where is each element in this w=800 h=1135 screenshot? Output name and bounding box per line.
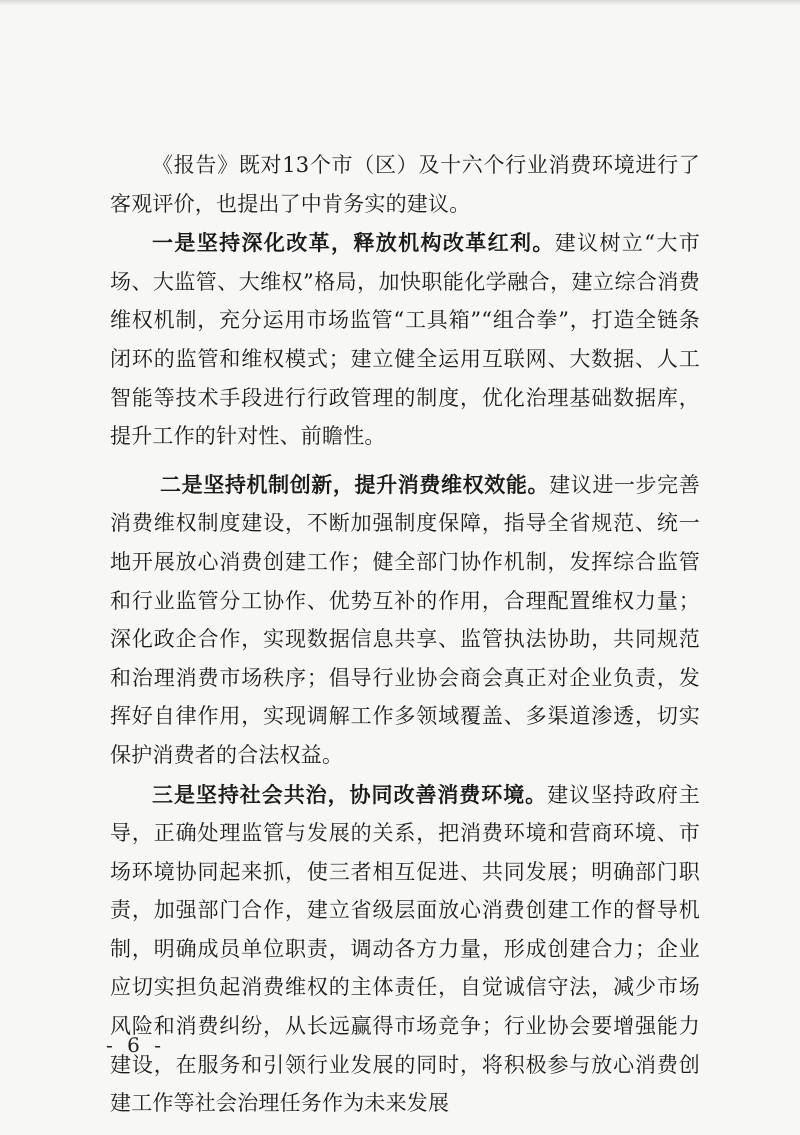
paragraph-governance [110,776,700,1123]
page-edge [0,0,800,6]
page-number: - 6 - [106,1033,165,1057]
paragraph-reform [110,224,700,456]
paragraph-body: 建议坚持政府主导，正确处理监管与发展的关系，把消费环境和营商环境、市场环境协同起来抓，使三者相互促进、共同发展；明确部门职责，加强部门合作，建立省级层面放心消费创建工作的督导机制，明确成员单位职责，调动各方力量，形成创建合力；企业应切实担负起消费维权的主体责任，自觉诚信守法，减少市场风险和消费纠纷，从长远赢得市场竞争；行业协会要增强能力建设，在服务和引领行业发展的同时，将积极参与放心消费创建工作等社会治理任务作为未来发展 [110,782,700,1116]
paragraph-lead: 二是坚持机制创新，提升消费维权效能。 [160,472,550,497]
paragraph-body: 《报告》既对13个市（区）及十六个行业消费环境进行了客观评价，也提出了中肯务实的建议。 [110,153,700,216]
paragraph-body: 建议树立“大市场、大监管、大维权”格局，加快职能化学融合，建立综合消费维权机制，充分运用市场监管“工具箱”“组合拳”，打造全链条闭环的监管和维权模式；建立健全运用互联网、大数据、人工智能等技术手段进行行政管理的制度，优化治理基础数据库，提升工作的针对性、前瞻性。 [110,231,700,449]
paragraph-lead: 三是坚持社会共治，协同改善消费环境。 [152,782,548,807]
document-body [110,146,700,1123]
paragraph-intro [110,146,700,223]
paragraph-mechanism [110,466,700,775]
paragraph-lead: 一是坚持深化改革，释放机构改革红利。 [152,231,555,256]
paragraph-body: 建议进一步完善消费维权制度建设，不断加强制度保障，指导全省规范、统一地开展放心消费创建工作；健全部门协作机制，发挥综合监管和行业监管分工协作、优势互补的作用，合理配置维权力量；深化政企合作，实现数据信息共享、监管执法协助，共同规范和治理消费市场秩序；倡导行业协会商会真正对企业负责，发挥好自律作用，实现调解工作多领域覆盖、多渠道渗透，切实保护消费者的合法权益。 [110,472,700,767]
